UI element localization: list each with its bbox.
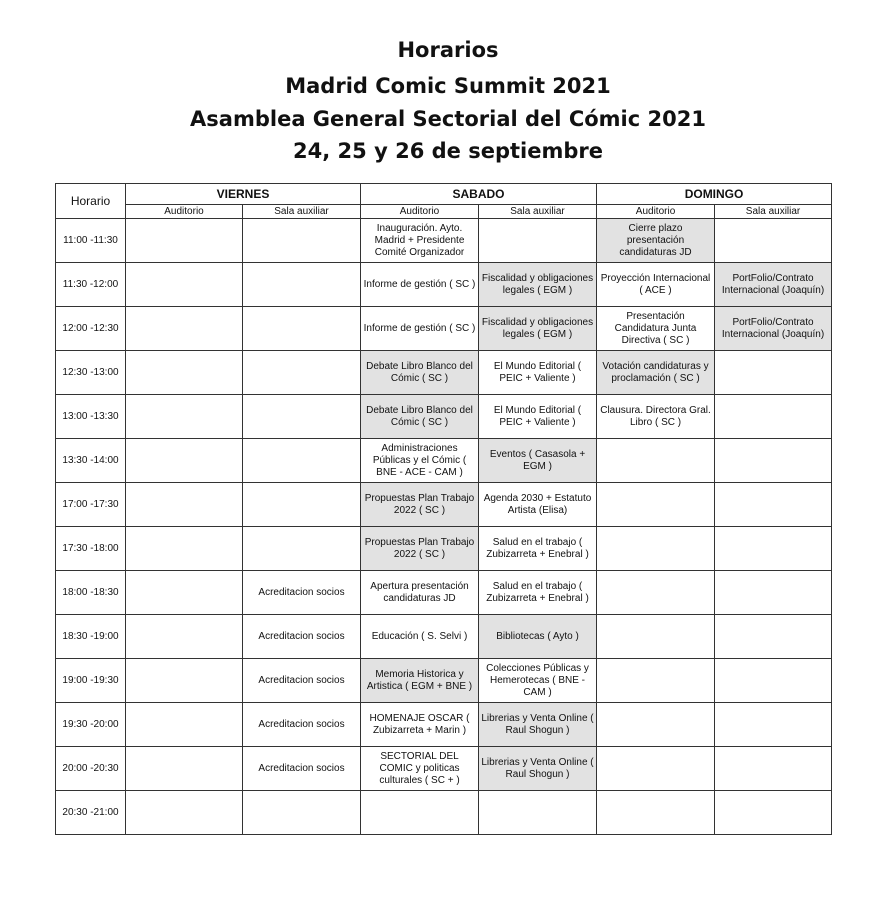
- session-cell: Agenda 2030 + Estatuto Artista (Elisa): [479, 483, 597, 527]
- table-row: [56, 615, 832, 659]
- session-cell: [597, 659, 715, 703]
- time-slot-cell: 17:00 -17:30: [56, 483, 126, 527]
- session-cell: Fiscalidad y obligaciones legales ( EGM ): [479, 307, 597, 351]
- session-cell: [126, 571, 243, 615]
- session-cell: Inauguración. Ayto. Madrid + Presidente Comité Organizador: [361, 219, 479, 263]
- title-horarios: Horarios: [397, 38, 499, 62]
- session-cell: Colecciones Públicas y Hemerotecas ( BNE - CAM ): [479, 659, 597, 703]
- horario-header: Horario: [56, 184, 126, 219]
- session-cell: [715, 483, 832, 527]
- session-cell: Acreditacion socios: [243, 659, 361, 703]
- session-cell: Propuestas Plan Trabajo 2022 ( SC ): [361, 527, 479, 571]
- time-slot-cell: 20:30 -21:00: [56, 791, 126, 835]
- session-cell: [597, 615, 715, 659]
- room-header: Auditorio: [597, 205, 715, 219]
- session-cell: Bibliotecas ( Ayto ): [479, 615, 597, 659]
- session-cell: [126, 703, 243, 747]
- session-cell: Debate Libro Blanco del Cómic ( SC ): [361, 351, 479, 395]
- session-cell: PortFolio/Contrato Internacional (Joaquín): [715, 307, 832, 351]
- session-cell: Acreditacion socios: [243, 571, 361, 615]
- table-row: [56, 439, 832, 483]
- time-slot-cell: 19:00 -19:30: [56, 659, 126, 703]
- table-row: [56, 659, 832, 703]
- time-slot-cell: 18:00 -18:30: [56, 571, 126, 615]
- session-cell: Informe de gestión ( SC ): [361, 307, 479, 351]
- session-cell: Memoria Historica y Artistica ( EGM + BNE ): [361, 659, 479, 703]
- session-cell: Debate Libro Blanco del Cómic ( SC ): [361, 395, 479, 439]
- title-dates: 24, 25 y 26 de septiembre: [293, 139, 603, 163]
- session-cell: [126, 351, 243, 395]
- session-cell: SECTORIAL DEL COMIC y politicas culturales ( SC + ): [361, 747, 479, 791]
- time-slot-cell: 13:00 -13:30: [56, 395, 126, 439]
- session-cell: [715, 747, 832, 791]
- session-cell: [715, 703, 832, 747]
- session-cell: [479, 219, 597, 263]
- session-cell: El Mundo Editorial ( PEIC + Valiente ): [479, 395, 597, 439]
- session-cell: [715, 615, 832, 659]
- session-cell: [715, 439, 832, 483]
- time-slot-cell: 13:30 -14:00: [56, 439, 126, 483]
- session-cell: Eventos ( Casasola + EGM ): [479, 439, 597, 483]
- session-cell: Administraciones Públicas y el Cómic ( BNE - ACE - CAM ): [361, 439, 479, 483]
- room-header-row: [56, 205, 832, 219]
- session-cell: [597, 439, 715, 483]
- room-header: Sala auxiliar: [479, 205, 597, 219]
- session-cell: Apertura presentación candidaturas JD: [361, 571, 479, 615]
- session-cell: Educación ( S. Selvi ): [361, 615, 479, 659]
- session-cell: [715, 527, 832, 571]
- table-row: [56, 571, 832, 615]
- session-cell: [597, 791, 715, 835]
- table-row: [56, 747, 832, 791]
- session-cell: Acreditacion socios: [243, 615, 361, 659]
- session-cell: [597, 703, 715, 747]
- session-cell: PortFolio/Contrato Internacional (Joaquín): [715, 263, 832, 307]
- session-cell: [597, 483, 715, 527]
- time-slot-cell: 20:00 -20:30: [56, 747, 126, 791]
- session-cell: [126, 791, 243, 835]
- session-cell: [715, 571, 832, 615]
- session-cell: [715, 395, 832, 439]
- session-cell: Librerias y Venta Online ( Raul Shogun ): [479, 703, 597, 747]
- session-cell: [243, 307, 361, 351]
- table-row: [56, 351, 832, 395]
- time-slot-cell: 18:30 -19:00: [56, 615, 126, 659]
- time-slot-cell: 12:00 -12:30: [56, 307, 126, 351]
- session-cell: Informe de gestión ( SC ): [361, 263, 479, 307]
- session-cell: Clausura. Directora Gral. Libro ( SC ): [597, 395, 715, 439]
- session-cell: HOMENAJE OSCAR ( Zubizarreta + Marin ): [361, 703, 479, 747]
- session-cell: [361, 791, 479, 835]
- session-cell: Proyección Internacional ( ACE ): [597, 263, 715, 307]
- day-header-domingo: DOMINGO: [597, 184, 832, 205]
- session-cell: [479, 791, 597, 835]
- session-cell: [243, 439, 361, 483]
- session-cell: [715, 351, 832, 395]
- table-row: [56, 395, 832, 439]
- session-cell: Salud en el trabajo ( Zubizarreta + Enebral ): [479, 527, 597, 571]
- session-cell: Votación candidaturas y proclamación ( SC ): [597, 351, 715, 395]
- session-cell: [243, 395, 361, 439]
- session-cell: [126, 307, 243, 351]
- session-cell: Librerias y Venta Online ( Raul Shogun ): [479, 747, 597, 791]
- session-cell: [243, 791, 361, 835]
- table-row: [56, 527, 832, 571]
- session-cell: Acreditacion socios: [243, 703, 361, 747]
- room-header: Sala auxiliar: [243, 205, 361, 219]
- session-cell: [126, 395, 243, 439]
- table-row: [56, 307, 832, 351]
- schedule-table: [55, 183, 832, 835]
- session-cell: [126, 219, 243, 263]
- table-row: [56, 791, 832, 835]
- session-cell: [715, 219, 832, 263]
- table-row: [56, 483, 832, 527]
- session-cell: [126, 615, 243, 659]
- room-header: Sala auxiliar: [715, 205, 832, 219]
- session-cell: [715, 791, 832, 835]
- schedule-body: [56, 219, 832, 835]
- session-cell: [597, 527, 715, 571]
- time-slot-cell: 19:30 -20:00: [56, 703, 126, 747]
- table-row: [56, 703, 832, 747]
- session-cell: [126, 439, 243, 483]
- session-cell: [126, 263, 243, 307]
- title-event-name: Madrid Comic Summit 2021: [285, 74, 611, 98]
- time-slot-cell: 11:00 -11:30: [56, 219, 126, 263]
- session-cell: [126, 659, 243, 703]
- time-slot-cell: 12:30 -13:00: [56, 351, 126, 395]
- day-header-viernes: VIERNES: [126, 184, 361, 205]
- time-slot-cell: 11:30 -12:00: [56, 263, 126, 307]
- table-row: [56, 263, 832, 307]
- time-slot-cell: 17:30 -18:00: [56, 527, 126, 571]
- session-cell: [126, 527, 243, 571]
- session-cell: Presentación Candidatura Junta Directiva ( SC ): [597, 307, 715, 351]
- session-cell: Acreditacion socios: [243, 747, 361, 791]
- session-cell: [126, 747, 243, 791]
- table-row: [56, 219, 832, 263]
- day-header-row: [56, 184, 832, 205]
- session-cell: Propuestas Plan Trabajo 2022 ( SC ): [361, 483, 479, 527]
- session-cell: Salud en el trabajo ( Zubizarreta + Enebral ): [479, 571, 597, 615]
- session-cell: [243, 263, 361, 307]
- session-cell: [597, 747, 715, 791]
- session-cell: Fiscalidad y obligaciones legales ( EGM ): [479, 263, 597, 307]
- session-cell: [715, 659, 832, 703]
- session-cell: [597, 571, 715, 615]
- room-header: Auditorio: [361, 205, 479, 219]
- title-assembly: Asamblea General Sectorial del Cómic 2021: [190, 107, 706, 131]
- day-header-sabado: SABADO: [361, 184, 597, 205]
- session-cell: [243, 219, 361, 263]
- room-header: Auditorio: [126, 205, 243, 219]
- session-cell: El Mundo Editorial ( PEIC + Valiente ): [479, 351, 597, 395]
- session-cell: [126, 483, 243, 527]
- session-cell: [243, 527, 361, 571]
- session-cell: [243, 483, 361, 527]
- session-cell: [243, 351, 361, 395]
- session-cell: Cierre plazo presentación candidaturas JD: [597, 219, 715, 263]
